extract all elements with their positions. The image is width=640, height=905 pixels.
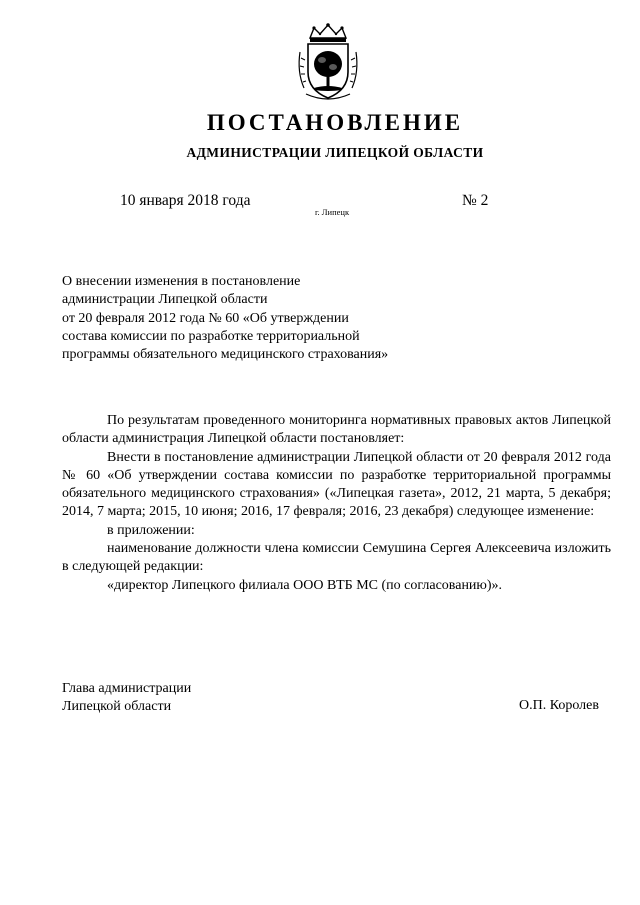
document-city: г. Липецк	[315, 207, 350, 217]
subject-line: администрации Липецкой области	[62, 292, 268, 308]
body-paragraph: По результатам проведенного мониторинга нормативных правовых актов Липецкой области администрация Липецкой области постановляет:	[62, 413, 611, 447]
signature-position	[62, 680, 191, 717]
signature-name: О.П. Королев	[519, 698, 599, 713]
signature-position-line: Липецкой области	[62, 699, 172, 715]
signature-position-line: Глава администрации	[62, 681, 192, 696]
document-title: ПОСТАНОВЛЕНИЕ	[206, 110, 464, 135]
document-subject	[62, 273, 388, 364]
document-subtitle: АДМИНИСТРАЦИИ ЛИПЕЦКОЙ ОБЛАСТИ	[186, 145, 484, 160]
document-number: № 2	[462, 192, 489, 209]
subject-line: О внесении изменения в постановление	[62, 274, 301, 289]
body-paragraph: Внести в постановление администрации Липецкой области от 20 февраля 2012 года № 60 «Об утверждении состава комиссии по разработке территориальной программы обязательного медицинского страхования» («Липецкая газета», 2012, 21 марта, 5 декабря; 2014, 7 марта; 2015, 10 июня; 2016, 17 февраля; 2016, 23 декабря) следующее изменение:	[62, 449, 611, 520]
body-paragraph: «директор Липецкого филиала ООО ВТБ МС (по согласованию)».	[107, 577, 503, 593]
lipetsk-coat-of-arms-icon	[296, 22, 360, 102]
body-paragraph: наименование должности члена комиссии Семушина Сергея Алексеевича изложить в следующей редакции:	[62, 541, 611, 575]
subject-line: от 20 февраля 2012 года № 60 «Об утверждении	[62, 310, 349, 326]
document-body	[62, 412, 611, 595]
subject-line: состава комиссии по разработке территориальной	[62, 328, 360, 344]
coat-of-arms-emblem	[296, 22, 360, 102]
body-paragraph: в приложении:	[107, 522, 195, 538]
document-date: 10 января 2018 года	[120, 192, 251, 209]
subject-line: программы обязательного медицинского страхования»	[62, 347, 389, 363]
